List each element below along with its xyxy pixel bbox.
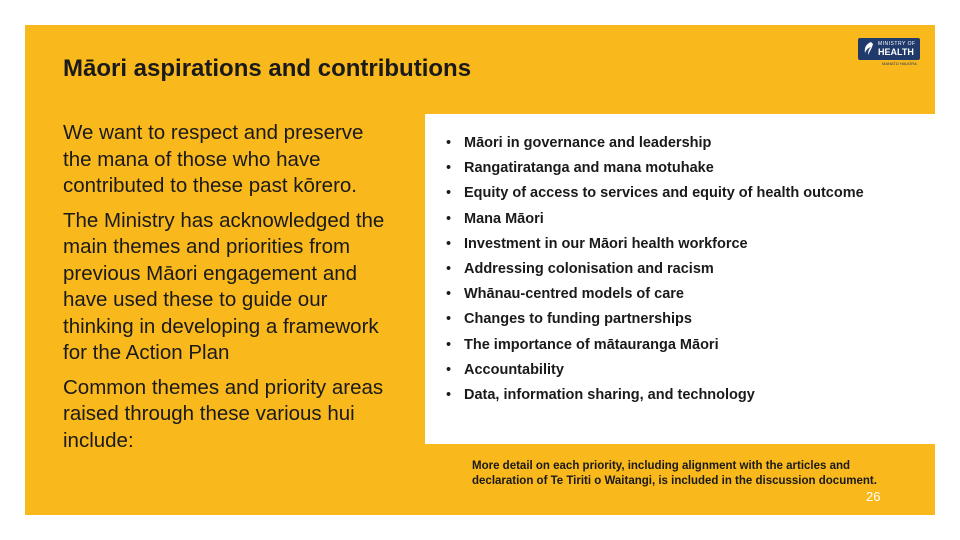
list-item-label: Addressing colonisation and racism (464, 260, 714, 277)
list-item-label: Accountability (464, 361, 564, 378)
list-item (446, 183, 864, 208)
priority-list (446, 133, 864, 410)
list-item-label: Māori in governance and leadership (464, 135, 712, 151)
intro-text (63, 120, 393, 462)
intro-paragraph: Common themes and priority areas raised through these various hui include: (63, 375, 384, 452)
list-item (446, 259, 864, 284)
list-item (446, 133, 864, 158)
footnote: More detail on each priority, including alignment with the articles and declaration of Te Tiriti o Waitangi, is included in the discussion document. (472, 460, 877, 487)
list-item-label: The importance of mātauranga Māori (464, 336, 719, 353)
bullet-icon: • (446, 160, 452, 177)
list-item (446, 385, 864, 410)
bullet-icon: • (446, 286, 452, 303)
list-item (446, 360, 864, 385)
intro-paragraph: The Ministry has acknowledged the main themes and priorities from previous Māori engagement and have used these to guide our thinking in developing a framework for the Action Plan (63, 208, 385, 364)
list-item (446, 234, 864, 259)
intro-paragraph: We want to respect and preserve the mana of those who have contributed to these past kōrero. (63, 121, 364, 197)
slide-title: Māori aspirations and contributions (63, 55, 472, 82)
bullet-icon: • (446, 135, 452, 151)
list-item-label: Changes to funding partnerships (464, 311, 692, 328)
list-item (446, 284, 864, 309)
list-item-label: Data, information sharing, and technology (464, 386, 755, 403)
logo-main-text: HEALTH (878, 47, 914, 57)
list-item (446, 158, 864, 183)
list-item-label: Mana Māori (464, 210, 544, 227)
fern-icon (862, 41, 874, 57)
list-item (446, 335, 864, 360)
list-item-label: Equity of access to services and equity of health outcome (464, 185, 864, 202)
list-item (446, 209, 864, 234)
bullet-icon: • (446, 210, 452, 227)
logo-top-text: MINISTRY OF (878, 41, 916, 47)
logo-sub-text: MANATŪ HAUORA (882, 61, 917, 66)
bullet-icon: • (446, 235, 452, 252)
ministry-logo (858, 38, 920, 66)
bullet-icon: • (446, 185, 452, 202)
list-item-label: Rangatiratanga and mana motuhake (464, 160, 714, 177)
slide-number: 26 (866, 489, 881, 504)
bullet-icon: • (446, 260, 452, 277)
list-item (446, 309, 864, 334)
logo-box (858, 38, 920, 60)
bullet-icon: • (446, 336, 452, 353)
list-item-label: Investment in our Māori health workforce (464, 235, 748, 252)
bullet-icon: • (446, 361, 452, 378)
bullet-icon: • (446, 386, 452, 403)
bullet-icon: • (446, 311, 452, 328)
list-item-label: Whānau-centred models of care (464, 286, 684, 303)
